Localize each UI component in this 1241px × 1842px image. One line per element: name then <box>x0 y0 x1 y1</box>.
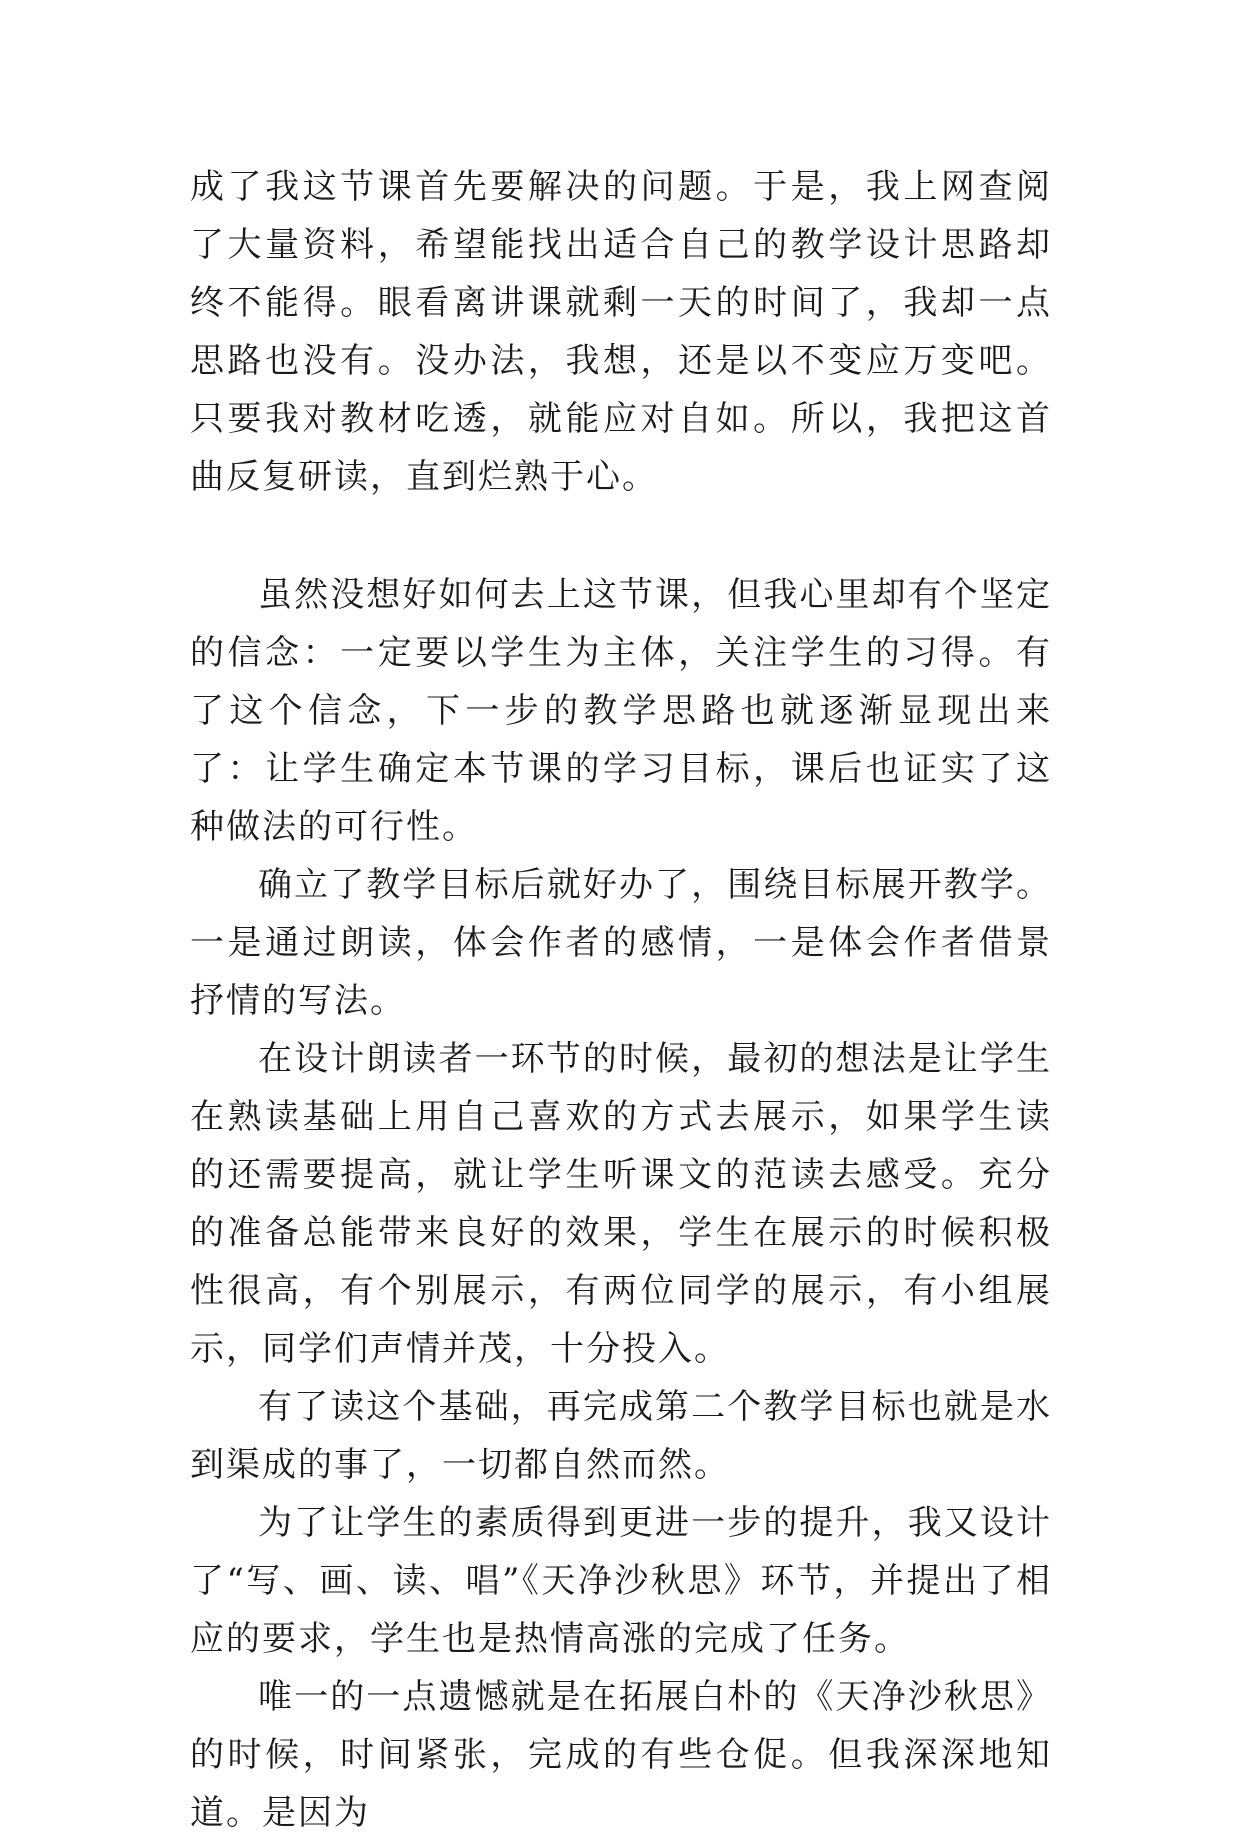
paragraph-5: 有了读这个基础，再完成第二个教学目标也就是水到渠成的事了，一切都自然而然。 <box>190 1387 1052 1485</box>
paragraph-7: 唯一的一点遗憾就是在拓展白朴的《天净沙秋思》的时候，时间紧张，完成的有些仓促。但我深深地知道。是因为 <box>190 1677 1052 1833</box>
paragraph-6: 为了让学生的素质得到更进一步的提升，我又设计了“写、画、读、唱”《天净沙秋思》环节，并提出了相应的要求，学生也是热情高涨的完成了任务。 <box>190 1503 1052 1659</box>
paragraph-4: 在设计朗读者一环节的时候，最初的想法是让学生在熟读基础上用自己喜欢的方式去展示，如果学生读的还需要提高，就让学生听课文的范读去感受。充分的准备总能带来良好的效果，学生在展示的时候积极性很高，有个别展示，有两位同学的展示，有小组展示，同学们声情并茂，十分投入。 <box>190 1039 1052 1369</box>
document-page <box>190 158 1052 1842</box>
paragraph-3: 确立了教学目标后就好办了，围绕目标展开教学。一是通过朗读，体会作者的感情，一是体会作者借景抒情的写法。 <box>190 865 1052 1021</box>
paragraph-2: 虽然没想好如何去上这节课，但我心里却有个坚定的信念：一定要以学生为主体，关注学生的习得。有了这个信念，下一步的教学思路也就逐渐显现出来了：让学生确定本节课的学习目标，课后也证实了这种做法的可行性。 <box>190 575 1052 847</box>
paragraph-1: 成了我这节课首先要解决的问题。于是，我上网查阅了大量资料，希望能找出适合自己的教学设计思路却终不能得。眼看离讲课就剩一天的时间了，我却一点思路也没有。没办法，我想，还是以不变应万变吧。只要我对教材吃透，就能应对自如。所以，我把这首曲反复研读，直到烂熟于心。 <box>190 167 1052 497</box>
